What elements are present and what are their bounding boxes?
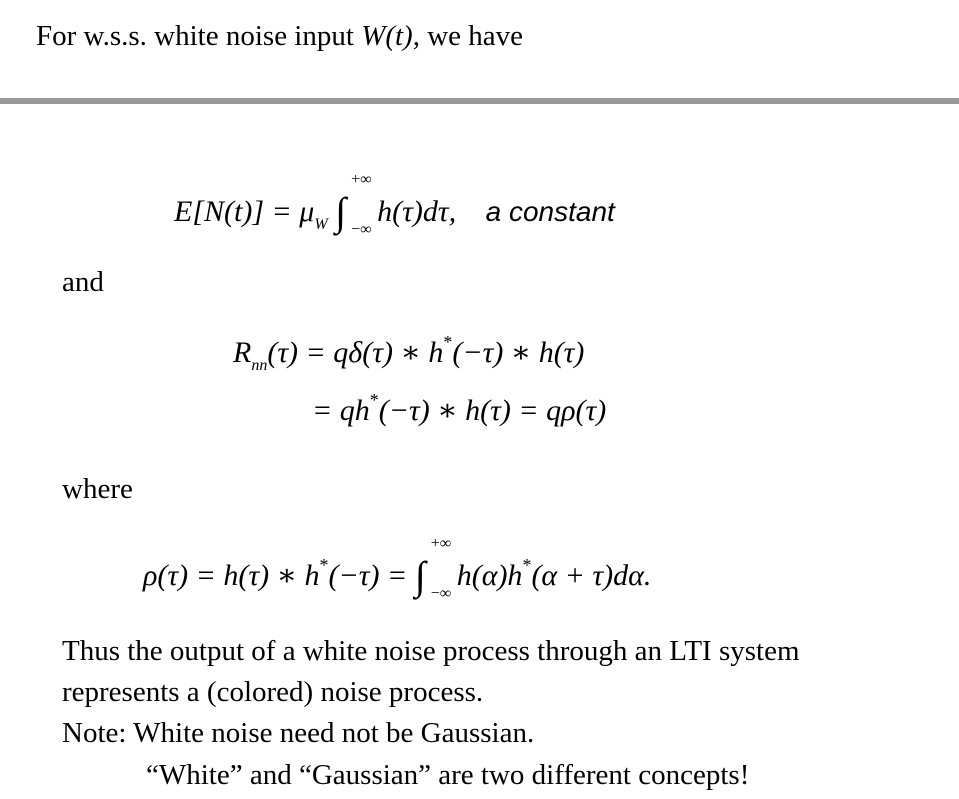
integral-sign: ∫ [335,189,347,234]
note-line: Note: White noise need not be Gaussian. [62,717,535,749]
eq2b-star: * [369,390,379,410]
eq2-rhs-a: (τ) = qδ(τ) ∗ h [267,336,444,369]
note-detail: “White” and “Gaussian” are two different concepts! [146,759,750,791]
eq1-lim-lower: −∞ [351,221,372,238]
conclusion-line-1: Thus the output of a white noise process through an LTI system [62,635,800,667]
eq3-star: * [319,555,329,575]
eq2-star: * [443,332,453,352]
title-prefix: For w.s.s. white noise input [36,20,362,52]
eq3-integrand-star: * [522,555,532,575]
eq2b-rhs-a: = qh [312,394,370,427]
conclusion-line-2: represents a (colored) noise process. [62,676,484,708]
title-divider [0,98,959,104]
eq2-lhs-sub: nn [251,357,268,374]
eq3-integral [414,535,457,602]
equation-rho [143,535,652,602]
title-symbol: W(t) [361,20,413,52]
eq3-integrand-b: (α + τ)dα. [531,559,652,592]
eq2b-rhs-b: (−τ) ∗ h(τ) = qρ(τ) [378,394,607,427]
eq2-rhs-b: (−τ) ∗ h(τ) [452,336,585,369]
eq3-lim-lower: −∞ [430,585,452,602]
label-where: where [62,473,133,505]
equation-autocorr-line1 [233,332,585,374]
eq1-lim-upper: +∞ [351,171,372,188]
eq1-integral [335,171,377,238]
eq1-annotation: a constant [485,196,615,227]
eq3-lim-upper: +∞ [430,535,452,552]
slide-title [36,22,523,51]
equation-mean [174,171,615,238]
label-and: and [62,266,104,298]
eq3-mid: (−τ) = [328,559,408,592]
eq1-integrand: h(τ)dτ, [377,195,457,228]
eq2-lhs: R [233,336,252,369]
integral-sign: ∫ [414,553,426,598]
equation-autocorr-line2 [312,390,607,427]
title-suffix: , we have [412,20,524,52]
eq3-integrand-a: h(α)h [456,559,523,592]
eq1-lhs-sub: W [314,216,328,233]
eq3-lhs: ρ(τ) = h(τ) ∗ h [143,559,320,592]
eq1-lhs: E[N(t)] = μ [174,195,315,228]
